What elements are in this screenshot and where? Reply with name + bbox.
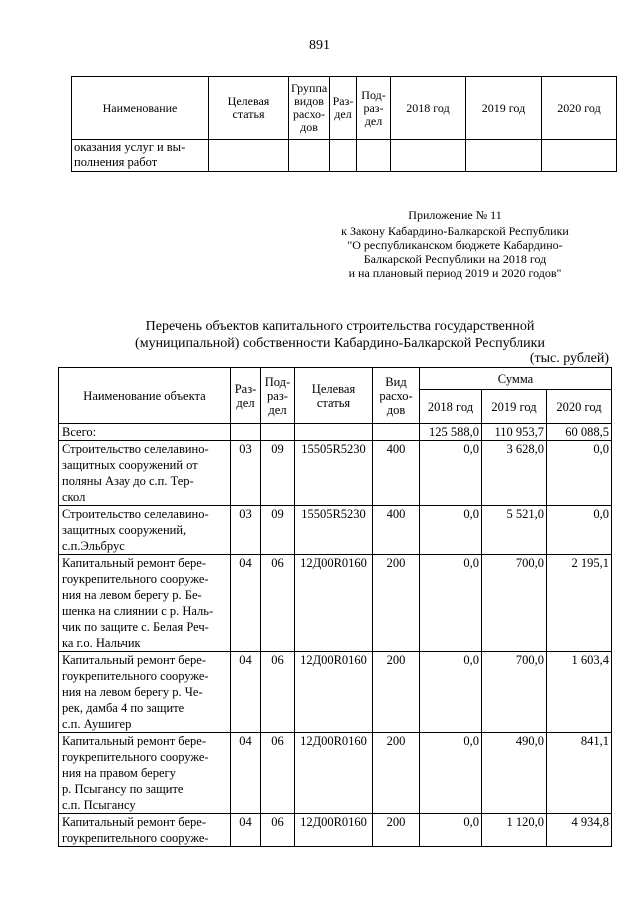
amount-2018: 0,0 xyxy=(420,441,482,506)
header-2019: 2019 год xyxy=(466,77,542,140)
total-2019: 110 953,7 xyxy=(482,424,547,441)
table-row xyxy=(59,506,612,555)
amount-2019: 5 521,0 xyxy=(482,506,547,555)
header-name: Наименование xyxy=(72,77,209,140)
continuation-table xyxy=(71,76,617,172)
object-name xyxy=(59,506,231,555)
continuation-row-name: оказания услуг и вы- полнения работ xyxy=(72,140,209,172)
object-name-line: рек, дамба 4 по защите xyxy=(62,701,185,715)
appendix-heading xyxy=(300,208,610,280)
subsection-code: 09 xyxy=(261,441,295,506)
amount-2018: 0,0 xyxy=(420,733,482,814)
empty-cell xyxy=(466,140,542,172)
header-target-article: Целевая статья xyxy=(295,368,373,424)
main-header-row-1 xyxy=(59,368,612,390)
object-name-line: ния на правом берегу xyxy=(62,766,176,780)
header-expense-group: Группа видов расхо- дов xyxy=(289,77,330,140)
capital-construction-table xyxy=(58,367,612,847)
object-name-line: ния на левом берегу р. Че- xyxy=(62,685,203,699)
target-article: 12Д00R0160 xyxy=(295,814,373,847)
object-name-line: ния на левом берегу р. Бе- xyxy=(62,588,202,602)
amount-2019: 490,0 xyxy=(482,733,547,814)
empty-cell xyxy=(391,140,466,172)
appendix-line: к Закону Кабардино-Балкарской Республики xyxy=(341,224,569,238)
table-row xyxy=(59,814,612,847)
units-label: (тыс. рублей) xyxy=(529,351,609,366)
continuation-row xyxy=(72,140,617,172)
empty-cell xyxy=(209,140,289,172)
amount-2018: 0,0 xyxy=(420,506,482,555)
object-name-line: поляны Азау до с.п. Тер- xyxy=(62,474,194,488)
total-2020: 60 088,5 xyxy=(547,424,612,441)
header-2018: 2018 год xyxy=(420,390,482,424)
header-target-article: Целевая статья xyxy=(209,77,289,140)
object-name-line: Капитальный ремонт бере- xyxy=(62,556,206,570)
expense-type: 200 xyxy=(373,814,420,847)
total-2018: 125 588,0 xyxy=(420,424,482,441)
empty-cell xyxy=(295,424,373,441)
list-title-line2: (муниципальной) собственности Кабардино-Балкарской Республики xyxy=(135,336,545,351)
object-name xyxy=(59,441,231,506)
header-2018: 2018 год xyxy=(391,77,466,140)
amount-2020: 4 934,8 xyxy=(547,814,612,847)
object-name-line: р. Псыгансу по защите xyxy=(62,782,184,796)
empty-cell xyxy=(289,140,330,172)
appendix-line: "О республиканском бюджете Кабардино- xyxy=(347,238,563,252)
amount-2019: 700,0 xyxy=(482,555,547,652)
object-name xyxy=(59,733,231,814)
subsection-code: 06 xyxy=(261,733,295,814)
object-name-line: Капитальный ремонт бере- xyxy=(62,815,206,829)
appendix-line: Балкарской Республики на 2018 год xyxy=(363,252,547,266)
expense-type: 400 xyxy=(373,441,420,506)
amount-2018: 0,0 xyxy=(420,555,482,652)
object-name xyxy=(59,814,231,847)
header-2020: 2020 год xyxy=(547,390,612,424)
empty-cell xyxy=(330,140,357,172)
object-name-line: с.п. Псыгансу xyxy=(62,798,136,812)
header-section: Раз- дел xyxy=(231,368,261,424)
total-row xyxy=(59,424,612,441)
header-object-name: Наименование объекта xyxy=(59,368,231,424)
object-name-line: гоукрепительного сооруже- xyxy=(62,669,209,683)
amount-2020: 2 195,1 xyxy=(547,555,612,652)
target-article: 12Д00R0160 xyxy=(295,733,373,814)
subsection-code: 06 xyxy=(261,555,295,652)
header-subsection: Под- раз- дел xyxy=(261,368,295,424)
continuation-header-row xyxy=(72,77,617,140)
empty-cell xyxy=(261,424,295,441)
header-2019: 2019 год xyxy=(482,390,547,424)
header-2020: 2020 год xyxy=(542,77,617,140)
empty-cell xyxy=(542,140,617,172)
section-code: 04 xyxy=(231,814,261,847)
object-name-line: скол xyxy=(62,490,86,504)
section-code: 03 xyxy=(231,506,261,555)
section-code: 04 xyxy=(231,652,261,733)
amount-2019: 700,0 xyxy=(482,652,547,733)
object-name-line: шенка на слиянии с р. Наль- xyxy=(62,604,214,618)
expense-type: 400 xyxy=(373,506,420,555)
header-sum: Сумма xyxy=(420,368,612,390)
empty-cell xyxy=(373,424,420,441)
object-name-line: гоукрепительного сооруже- xyxy=(62,750,209,764)
empty-cell xyxy=(357,140,391,172)
object-name-line: Строительство селелавино- xyxy=(62,507,209,521)
header-expense-type: Вид расхо- дов xyxy=(373,368,420,424)
object-name-line: Капитальный ремонт бере- xyxy=(62,653,206,667)
list-title xyxy=(60,318,620,352)
object-name-line: Строительство селелавино- xyxy=(62,442,209,456)
appendix-line: Приложение № 11 xyxy=(408,208,502,222)
object-name-line: защитных сооружений, xyxy=(62,523,187,537)
target-article: 15505R5230 xyxy=(295,441,373,506)
object-name-line: защитных сооружений от xyxy=(62,458,198,472)
section-code: 03 xyxy=(231,441,261,506)
expense-type: 200 xyxy=(373,652,420,733)
amount-2018: 0,0 xyxy=(420,652,482,733)
amount-2020: 0,0 xyxy=(547,506,612,555)
table-row xyxy=(59,441,612,506)
object-name-line: чик по защите с. Белая Реч- xyxy=(62,620,209,634)
object-name-line: с.п. Аушигер xyxy=(62,717,132,731)
target-article: 15505R5230 xyxy=(295,506,373,555)
subsection-code: 09 xyxy=(261,506,295,555)
section-code: 04 xyxy=(231,555,261,652)
section-code: 04 xyxy=(231,733,261,814)
object-name-line: ка г.о. Нальчик xyxy=(62,636,141,650)
table-row xyxy=(59,733,612,814)
object-name-line: Капитальный ремонт бере- xyxy=(62,734,206,748)
target-article: 12Д00R0160 xyxy=(295,555,373,652)
header-subsection: Под- раз- дел xyxy=(357,77,391,140)
amount-2020: 841,1 xyxy=(547,733,612,814)
object-name xyxy=(59,555,231,652)
appendix-line: и на плановый период 2019 и 2020 годов" xyxy=(348,266,562,280)
expense-type: 200 xyxy=(373,733,420,814)
object-name xyxy=(59,652,231,733)
object-rows xyxy=(59,441,612,847)
header-section: Раз- дел xyxy=(330,77,357,140)
object-name-line: с.п.Эльбрус xyxy=(62,539,125,553)
empty-cell xyxy=(231,424,261,441)
table-row xyxy=(59,652,612,733)
table-row xyxy=(59,555,612,652)
amount-2020: 0,0 xyxy=(547,441,612,506)
subsection-code: 06 xyxy=(261,652,295,733)
target-article: 12Д00R0160 xyxy=(295,652,373,733)
total-label: Всего: xyxy=(59,424,231,441)
amount-2020: 1 603,4 xyxy=(547,652,612,733)
object-name-line: гоукрепительного сооруже- xyxy=(62,831,209,845)
amount-2018: 0,0 xyxy=(420,814,482,847)
subsection-code: 06 xyxy=(261,814,295,847)
page-number: 891 xyxy=(309,38,330,53)
amount-2019: 3 628,0 xyxy=(482,441,547,506)
amount-2019: 1 120,0 xyxy=(482,814,547,847)
expense-type: 200 xyxy=(373,555,420,652)
list-title-line1: Перечень объектов капитального строительства государственной xyxy=(145,319,535,334)
object-name-line: гоукрепительного сооруже- xyxy=(62,572,209,586)
